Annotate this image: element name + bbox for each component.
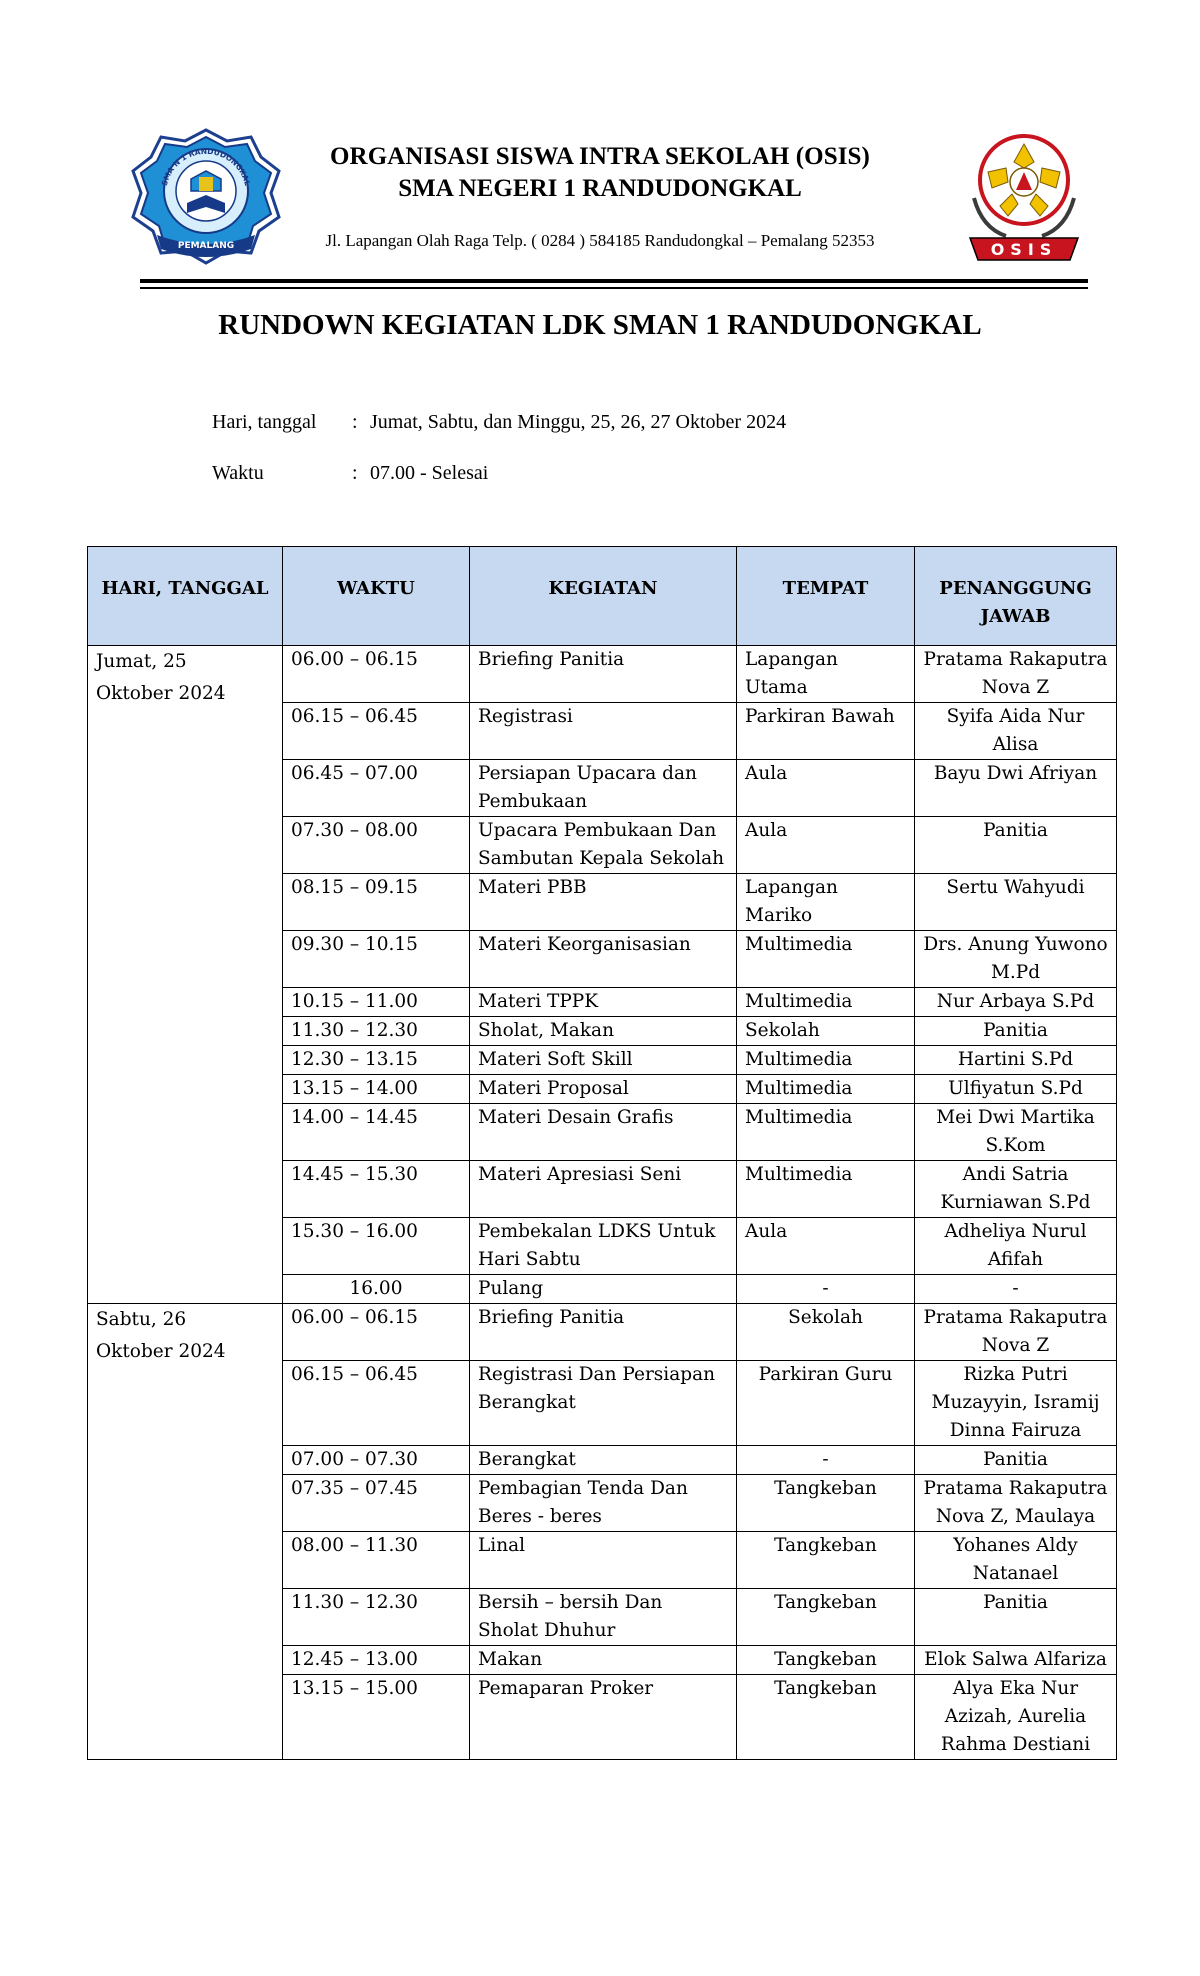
waktu-cell: 09.30 – 10.15: [283, 931, 470, 988]
waktu-cell: 06.15 – 06.45: [283, 703, 470, 760]
column-header: TEMPAT: [737, 547, 915, 646]
waktu-cell: 08.15 – 09.15: [283, 874, 470, 931]
kegiatan-cell: Bersih – bersih Dan Sholat Dhuhur: [470, 1589, 737, 1646]
day-line: Oktober 2024: [96, 683, 226, 704]
waktu-cell: 08.00 – 11.30: [283, 1532, 470, 1589]
meta-separator: :: [352, 462, 358, 484]
tempat-cell: Tangkeban: [737, 1589, 915, 1646]
kegiatan-cell: Berangkat: [470, 1446, 737, 1475]
column-header: HARI, TANGGAL: [88, 547, 283, 646]
kegiatan-cell: Registrasi Dan Persiapan Berangkat: [470, 1361, 737, 1446]
org-name: ORGANISASI SISWA INTRA SEKOLAH (OSIS): [330, 143, 870, 170]
kegiatan-cell: Makan: [470, 1646, 737, 1675]
waktu-cell: 11.30 – 12.30: [283, 1589, 470, 1646]
tempat-cell: Sekolah: [737, 1304, 915, 1361]
column-header: PENANGGUNG JAWAB: [915, 547, 1117, 646]
waktu-cell: 06.15 – 06.45: [283, 1361, 470, 1446]
pj-cell: Mei Dwi Martika S.Kom: [915, 1104, 1117, 1161]
pj-cell: Elok Salwa Alfariza: [915, 1646, 1117, 1675]
kegiatan-cell: Briefing Panitia: [470, 1304, 737, 1361]
tempat-cell: Multimedia: [737, 1046, 915, 1075]
tempat-cell: -: [737, 1446, 915, 1475]
day-cell: [88, 1304, 283, 1760]
tempat-cell: Multimedia: [737, 1161, 915, 1218]
pj-cell: Ulfiyatun S.Pd: [915, 1075, 1117, 1104]
waktu-cell: 12.30 – 13.15: [283, 1046, 470, 1075]
pj-cell: Nur Arbaya S.Pd: [915, 988, 1117, 1017]
letterhead: [0, 0, 1200, 300]
meta-date-label: Hari, tanggal: [212, 411, 317, 433]
waktu-cell: 07.30 – 08.00: [283, 817, 470, 874]
kegiatan-cell: Registrasi: [470, 703, 737, 760]
waktu-cell: 07.35 – 07.45: [283, 1475, 470, 1532]
kegiatan-cell: Sholat, Makan: [470, 1017, 737, 1046]
waktu-cell: 10.15 – 11.00: [283, 988, 470, 1017]
pj-cell: Panitia: [915, 1446, 1117, 1475]
school-name: SMA NEGERI 1 RANDUDONGKAL: [398, 175, 802, 202]
meta-time-label: Waktu: [212, 462, 264, 484]
waktu-cell: 11.30 – 12.30: [283, 1017, 470, 1046]
tempat-cell: -: [737, 1275, 915, 1304]
waktu-cell: 13.15 – 14.00: [283, 1075, 470, 1104]
pj-cell: Sertu Wahyudi: [915, 874, 1117, 931]
meta-date-value: Jumat, Sabtu, dan Minggu, 25, 26, 27 Oktober 2024: [370, 411, 787, 433]
waktu-cell: 06.45 – 07.00: [283, 760, 470, 817]
tempat-cell: Multimedia: [737, 1104, 915, 1161]
kegiatan-cell: Materi TPPK: [470, 988, 737, 1017]
kegiatan-cell: Upacara Pembukaan Dan Sambutan Kepala Sekolah: [470, 817, 737, 874]
pj-cell: Panitia: [915, 1017, 1117, 1046]
kegiatan-cell: Pembekalan LDKS Untuk Hari Sabtu: [470, 1218, 737, 1275]
tempat-cell: Parkiran Bawah: [737, 703, 915, 760]
rundown-table: [87, 546, 1117, 1760]
table-header-row: [88, 547, 1117, 646]
logo-left-top-text: SMA N 1 RANDUDONGKAL: [159, 146, 253, 187]
pj-cell: Panitia: [915, 817, 1117, 874]
pj-cell: Adheliya Nurul Afifah: [915, 1218, 1117, 1275]
pj-cell: Alya Eka Nur Azizah, Aurelia Rahma Destiani: [915, 1675, 1117, 1760]
tempat-cell: Sekolah: [737, 1017, 915, 1046]
kegiatan-cell: Materi Desain Grafis: [470, 1104, 737, 1161]
kegiatan-cell: Materi Proposal: [470, 1075, 737, 1104]
meta-time-line: [212, 462, 488, 485]
tempat-cell: Parkiran Guru: [737, 1361, 915, 1446]
waktu-cell: 12.45 – 13.00: [283, 1646, 470, 1675]
kegiatan-cell: Briefing Panitia: [470, 646, 737, 703]
day-line: Oktober 2024: [96, 1341, 226, 1362]
kegiatan-cell: Materi Apresiasi Seni: [470, 1161, 737, 1218]
pj-cell: -: [915, 1275, 1117, 1304]
waktu-cell: 14.45 – 15.30: [283, 1161, 470, 1218]
waktu-cell: 14.00 – 14.45: [283, 1104, 470, 1161]
table-row: [88, 1304, 1117, 1361]
letterhead-rule-thin: [140, 287, 1088, 289]
kegiatan-cell: Pulang: [470, 1275, 737, 1304]
tempat-cell: Tangkeban: [737, 1675, 915, 1760]
meta-time-value: 07.00 - Selesai: [370, 462, 489, 484]
day-cell: [88, 646, 283, 1304]
waktu-cell: 15.30 – 16.00: [283, 1218, 470, 1275]
letterhead-rule-thick: [140, 279, 1088, 283]
tempat-cell: Tangkeban: [737, 1532, 915, 1589]
osis-logo: [962, 128, 1086, 263]
day-line: Jumat, 25: [96, 651, 187, 672]
waktu-cell: 06.00 – 06.15: [283, 1304, 470, 1361]
kegiatan-cell: Pemaparan Proker: [470, 1675, 737, 1760]
logo-left-bottom-text: PEMALANG: [177, 241, 235, 251]
address: Jl. Lapangan Olah Raga Telp. ( 0284 ) 584185 Randudongkal – Pemalang 52353: [325, 231, 875, 250]
kegiatan-cell: Pembagian Tenda Dan Beres - beres: [470, 1475, 737, 1532]
meta-date-line: [212, 411, 786, 434]
pj-cell: Rizka Putri Muzayyin, Isramij Dinna Fairuza: [915, 1361, 1117, 1446]
pj-cell: Syifa Aida Nur Alisa: [915, 703, 1117, 760]
pj-cell: Pratama Rakaputra Nova Z, Maulaya: [915, 1475, 1117, 1532]
waktu-cell: 07.00 – 07.30: [283, 1446, 470, 1475]
meta-separator: :: [352, 411, 358, 433]
table-row: [88, 646, 1117, 703]
document-title: RUNDOWN KEGIATAN LDK SMAN 1 RANDUDONGKAL: [218, 309, 982, 341]
tempat-cell: Lapangan Utama: [737, 646, 915, 703]
waktu-cell: 06.00 – 06.15: [283, 646, 470, 703]
pj-cell: Pratama Rakaputra Nova Z: [915, 646, 1117, 703]
osis-logo-text: OSIS: [990, 240, 1058, 259]
pj-cell: Drs. Anung Yuwono M.Pd: [915, 931, 1117, 988]
kegiatan-cell: Materi Keorganisasian: [470, 931, 737, 988]
pj-cell: Pratama Rakaputra Nova Z: [915, 1304, 1117, 1361]
kegiatan-cell: Materi PBB: [470, 874, 737, 931]
tempat-cell: Tangkeban: [737, 1475, 915, 1532]
waktu-cell: 16.00: [283, 1275, 470, 1304]
pj-cell: Hartini S.Pd: [915, 1046, 1117, 1075]
tempat-cell: Aula: [737, 760, 915, 817]
kegiatan-cell: Persiapan Upacara dan Pembukaan: [470, 760, 737, 817]
tempat-cell: Tangkeban: [737, 1646, 915, 1675]
column-header: KEGIATAN: [470, 547, 737, 646]
tempat-cell: Aula: [737, 817, 915, 874]
tempat-cell: Multimedia: [737, 931, 915, 988]
waktu-cell: 13.15 – 15.00: [283, 1675, 470, 1760]
pj-cell: Yohanes Aldy Natanael: [915, 1532, 1117, 1589]
kegiatan-cell: Linal: [470, 1532, 737, 1589]
column-header: WAKTU: [283, 547, 470, 646]
tempat-cell: Lapangan Mariko: [737, 874, 915, 931]
day-line: Sabtu, 26: [96, 1309, 187, 1330]
tempat-cell: Multimedia: [737, 988, 915, 1017]
tempat-cell: Aula: [737, 1218, 915, 1275]
kegiatan-cell: Materi Soft Skill: [470, 1046, 737, 1075]
pj-cell: Andi Satria Kurniawan S.Pd: [915, 1161, 1117, 1218]
pj-cell: Panitia: [915, 1589, 1117, 1646]
pj-cell: Bayu Dwi Afriyan: [915, 760, 1117, 817]
tempat-cell: Multimedia: [737, 1075, 915, 1104]
table-body: [88, 646, 1117, 1760]
